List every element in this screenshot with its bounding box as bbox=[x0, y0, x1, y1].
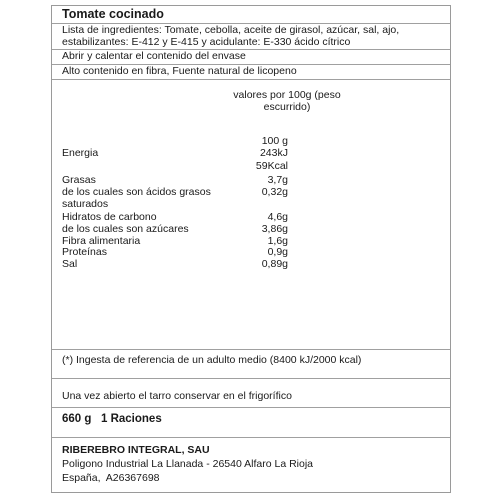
ingredients-line-2: estabilizantes: E-412 y E-415 y acidulante: E-330 ácido cítrico bbox=[62, 36, 351, 48]
nutrition-value-energy-kj: 243kJ bbox=[259, 147, 288, 159]
section-divider bbox=[52, 378, 450, 379]
nutrition-label-sugars: de los cuales son azúcares bbox=[62, 223, 189, 235]
usage-instructions: Abrir y calentar el contenido del envase bbox=[62, 50, 246, 62]
nutrition-value-salt: 0,89g bbox=[261, 258, 288, 270]
section-divider bbox=[52, 79, 450, 80]
nutrition-label-protein: Proteínas bbox=[62, 246, 107, 258]
company-address: Poligono Industrial La Llanada - 26540 Alfaro La Rioja bbox=[62, 458, 314, 470]
nutrition-value-fiber: 1,6g bbox=[267, 235, 288, 247]
nutrition-header: valores por 100g (peso escurrido) bbox=[233, 89, 341, 113]
storage-note: Una vez abierto el tarro conservar en el frigorífico bbox=[62, 390, 292, 402]
section-divider bbox=[52, 349, 450, 350]
nutrition-label-saturated: de los cuales son ácidos grasos saturados bbox=[62, 186, 211, 210]
nutrition-label-carbs: Hidratos de carbono bbox=[62, 211, 157, 223]
section-divider bbox=[52, 407, 450, 408]
nutrition-value-energy-kcal: 59Kcal bbox=[255, 160, 288, 172]
nutrition-label-energy: Energia bbox=[62, 147, 99, 159]
product-label-sheet bbox=[51, 5, 451, 493]
nutrition-portion: 100 g bbox=[261, 135, 288, 147]
nutrition-value-carbs: 4,6g bbox=[267, 211, 288, 223]
ingredients-line-1: Lista de ingredientes: Tomate, cebolla, aceite de girasol, azúcar, sal, ajo, bbox=[62, 24, 400, 36]
nutrition-label-fat: Grasas bbox=[62, 174, 96, 186]
product-title: Tomate cocinado bbox=[62, 7, 164, 21]
nutrition-value-saturated: 0,32g bbox=[261, 186, 288, 198]
nutrition-value-protein: 0,9g bbox=[267, 246, 288, 258]
net-quantity: 660 g 1 Raciones bbox=[62, 413, 162, 425]
section-divider bbox=[52, 437, 450, 438]
nutrition-label-fiber: Fibra alimentaria bbox=[62, 235, 141, 247]
company-name: RIBEREBRO INTEGRAL, SAU bbox=[62, 444, 210, 456]
nutrition-label-salt: Sal bbox=[62, 258, 78, 270]
nutrition-claims: Alto contenido en fibra, Fuente natural de licopeno bbox=[62, 65, 297, 77]
nutrition-value-sugars: 3,86g bbox=[261, 223, 288, 235]
company-country-id: España, A26367698 bbox=[62, 472, 160, 484]
reference-intake-note: (*) Ingesta de referencia de un adulto medio (8400 kJ/2000 kcal) bbox=[62, 354, 362, 366]
nutrition-value-fat: 3,7g bbox=[267, 174, 288, 186]
